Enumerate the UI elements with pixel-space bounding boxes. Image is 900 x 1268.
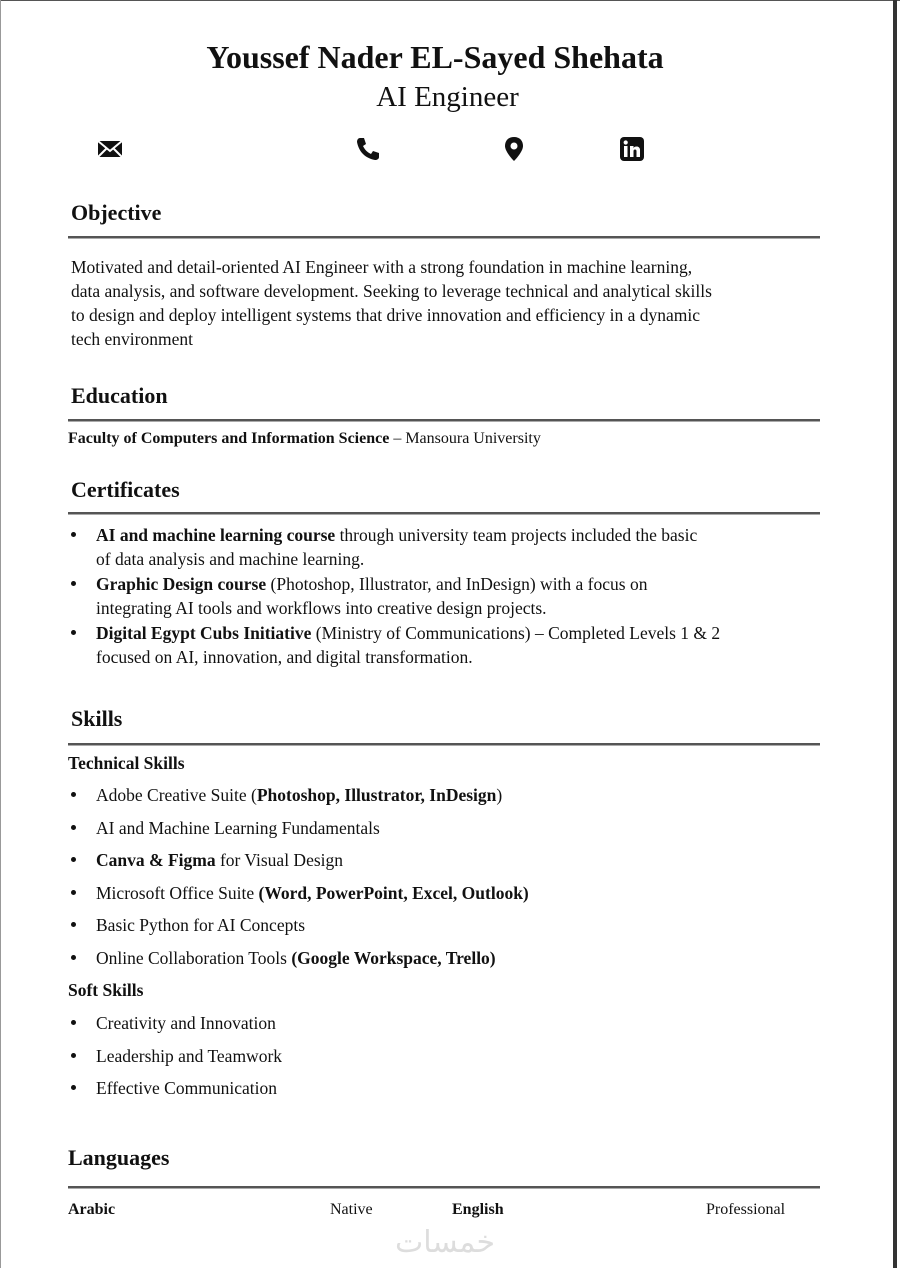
certificate-desc: through university team projects included the basic <box>335 525 698 545</box>
language-name: English <box>452 1201 504 1218</box>
certificates-list <box>68 523 888 670</box>
skill-bold: (Word, PowerPoint, Excel, Outlook) <box>258 882 529 903</box>
certificate-title: AI and machine learning course <box>96 525 336 545</box>
certificate-desc: (Photoshop, Illustrator, and InDesign) with a focus on <box>266 574 648 594</box>
skill-text: Basic Python for AI Concepts <box>96 915 306 936</box>
language-name: Arabic <box>68 1201 116 1218</box>
soft-skills-heading: Soft Skills <box>68 980 144 1000</box>
objective-line: to design and deploy intelligent systems that drive innovation and efficiency in a dynamic <box>71 305 701 325</box>
skill-item: Effective Communication <box>68 1076 888 1109</box>
technical-skills-list <box>68 783 888 979</box>
certificate-desc: focused on AI, innovation, and digital transformation. <box>96 647 473 667</box>
objective-text <box>71 255 871 351</box>
objective-heading: Objective <box>71 200 162 225</box>
certificates-heading: Certificates <box>71 477 180 502</box>
skill-item <box>68 881 888 914</box>
section-divider <box>68 1186 820 1189</box>
university-name: Mansoura University <box>405 430 541 447</box>
skill-item <box>68 913 888 946</box>
certificate-desc: of data analysis and machine learning. <box>96 549 365 569</box>
candidate-name: Youssef Nader EL-Sayed Shehata <box>206 39 664 75</box>
certificate-title: Graphic Design course <box>96 574 267 594</box>
language-level: Professional <box>706 1201 786 1218</box>
certificate-desc: (Ministry of Communications) – Completed Levels 1 & 2 <box>311 623 721 643</box>
skill-text: Microsoft Office Suite <box>96 882 259 903</box>
objective-line: data analysis, and software development. Seeking to leverage technical and analytical skills <box>71 281 712 301</box>
language-level: Native <box>330 1201 373 1218</box>
education-heading: Education <box>71 383 168 408</box>
skill-text: ) <box>496 785 503 805</box>
skill-bold: Photoshop, Illustrator, InDesign <box>256 785 497 805</box>
section-divider <box>68 419 820 422</box>
separator: – <box>389 430 406 447</box>
watermark-logo: خمسات <box>395 1225 496 1260</box>
map-pin-icon[interactable] <box>501 136 527 162</box>
skill-text: Adobe Creative Suite ( <box>96 785 257 805</box>
skill-item <box>68 783 888 816</box>
education-entry <box>68 429 541 449</box>
section-divider <box>68 743 820 746</box>
skill-bold: Canva & Figma <box>96 850 216 871</box>
linkedin-icon[interactable] <box>619 136 645 162</box>
phone-icon[interactable] <box>355 136 381 162</box>
job-title: AI Engineer <box>376 81 519 113</box>
certificate-desc: integrating AI tools and workflows into creative design projects. <box>96 598 547 618</box>
objective-line: Motivated and detail-oriented AI Engineer with a strong foundation in machine learning, <box>71 257 693 277</box>
skill-text: AI and Machine Learning Fundamentals <box>96 817 380 838</box>
skill-item <box>68 848 888 881</box>
certificate-item <box>68 523 888 571</box>
skill-item: Creativity and Innovation <box>68 1011 888 1044</box>
section-divider <box>68 236 820 239</box>
envelope-icon[interactable] <box>97 136 123 162</box>
section-divider <box>68 512 820 515</box>
skill-item <box>68 946 888 979</box>
languages-heading: Languages <box>68 1145 170 1170</box>
soft-skills-list <box>68 1011 888 1109</box>
skill-bold: (Google Workspace, Trello) <box>291 947 496 968</box>
page-border-right <box>893 0 897 1268</box>
skill-text: for Visual Design <box>215 850 344 871</box>
skills-heading: Skills <box>71 706 123 731</box>
page-border-top <box>0 0 900 1</box>
faculty-name: Faculty of Computers and Information Science <box>68 430 390 447</box>
skill-text: Online Collaboration Tools <box>96 947 292 968</box>
certificate-title: Digital Egypt Cubs Initiative <box>96 623 312 643</box>
certificate-item <box>68 621 888 669</box>
objective-line: tech environment <box>71 329 193 349</box>
skill-item: Leadership and Teamwork <box>68 1044 888 1077</box>
page-border-left <box>0 0 1 1268</box>
certificate-item <box>68 572 888 620</box>
skill-item <box>68 816 888 849</box>
technical-skills-heading: Technical Skills <box>68 753 185 773</box>
